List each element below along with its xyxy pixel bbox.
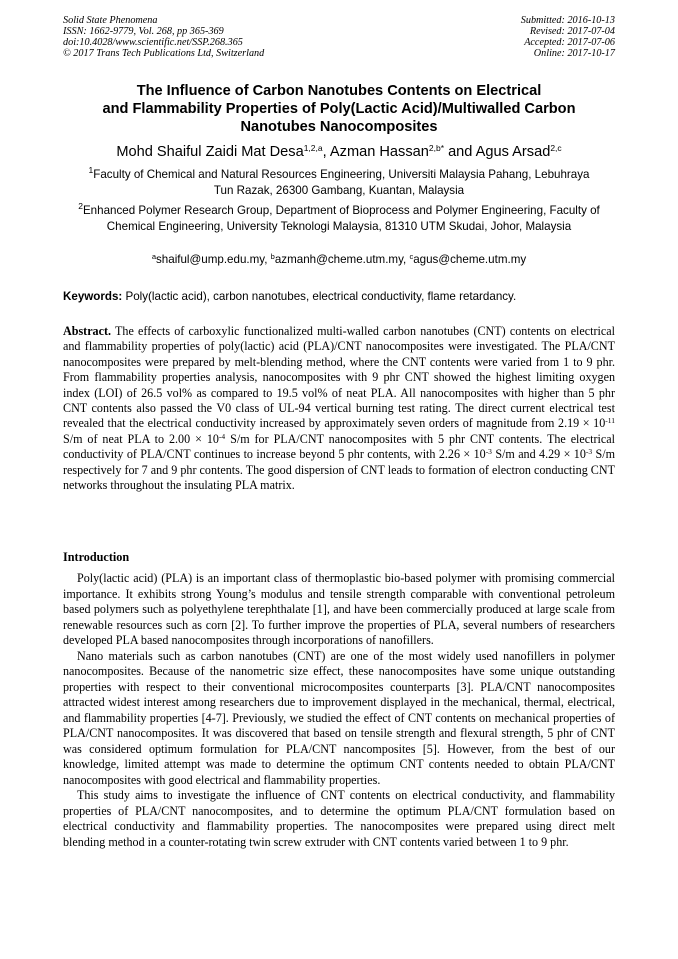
- date-revised: Revised: 2017-07-04: [529, 26, 615, 37]
- introduction-body: [63, 571, 615, 850]
- abstract-text: S/m respectively for 7 and 9 phr contents. The good dispersion of CNT leads to formation of electron conducting CNT networks throughout the insulating PLA matrix.: [63, 447, 615, 493]
- keywords-label: Keywords:: [63, 290, 123, 303]
- author-separator: ,: [322, 144, 330, 160]
- date-online: Online: 2017-10-17: [533, 48, 615, 59]
- author-emails: [63, 253, 615, 267]
- email: azmanh@cheme.utm.my,: [274, 253, 410, 266]
- email: shaiful@ump.edu.my,: [156, 253, 271, 266]
- title-line: and Flammability Properties of Poly(Lactic Acid)/Multiwalled Carbon: [102, 101, 576, 117]
- keywords: [63, 290, 615, 304]
- affiliation-marker: 2: [78, 201, 83, 211]
- journal-doi: doi:10.4028/www.scientific.net/SSP.268.365: [63, 37, 243, 48]
- email-marker: c: [409, 252, 414, 261]
- journal-info: [63, 15, 264, 59]
- affiliation-text: Enhanced Polymer Research Group, Department of Bioprocess and Polymer Engineering, Faculty of Chemical Engineering, University Teknologi Malaysia, 81310 UTM Skudai, Johor, Malaysia: [82, 204, 600, 233]
- author-affiliation-marker: 2,b*: [428, 143, 445, 153]
- journal-issn: ISSN: 1662-9779, Vol. 268, pp 365-369: [63, 26, 224, 37]
- author-affiliation-marker: 1,2,a: [303, 143, 323, 153]
- exponent: -11: [605, 416, 615, 426]
- affiliation-marker: 1: [88, 165, 94, 175]
- author-list: [63, 144, 615, 160]
- title-line: The Influence of Carbon Nanotubes Contents on Electrical: [136, 83, 542, 99]
- abstract-text: S/m and 4.29 × 10: [491, 447, 586, 462]
- abstract-text: The effects of carboxylic functionalized multi-walled carbon nanotubes (CNT) contents on electrical and flammability properties of poly(lactic) acid (PLA)/CNT nanocomposites were investigated. The PLA/CNT nanocomposites were prepared by melt-blending method, where the CNT contents were varied from 1 to 9 phr. From flammability properties analysis, nanocomposites with 9 phr CNT showed the highest limiting oxygen index (LOI) of 26.5 vol% as compared to 19.5 vol% of neat PLA. All nanocomposites with higher than 5 phr CNT contents also passed the V0 class of UL-94 vertical burning test rating. The direct current electrical test revealed that the electrical conductivity increased by approximately seven orders of magnitude from 2.19 × 10: [63, 324, 615, 431]
- affiliation-text: Faculty of Chemical and Natural Resources Engineering, Universiti Malaysia Pahang, Lebuhraya Tun Razak, 26300 Gambang, Kuantan, Malaysia: [93, 168, 590, 197]
- author-affiliation-marker: 2,c: [550, 143, 562, 153]
- exponent: -3: [485, 447, 492, 457]
- section-heading: Introduction: [63, 550, 130, 564]
- keywords-text: Poly(lactic acid), carbon nanotubes, electrical conductivity, flame retardancy.: [122, 290, 517, 303]
- paragraph: Poly(lactic acid) (PLA) is an important class of thermoplastic bio-based polymer with promising commercial importance. It exhibits strong Young’s modulus and tensile strength comparable with conventional petroleum based polymers such as polyethylene terephthalate [1], and have been commercially produced at large scale from renewable resources such as corn [2]. To further improve the properties of PLA, several numbers of researchers developed PLA based nanocomposites through incorporations of nanofillers.: [63, 571, 615, 647]
- email: agus@cheme.utm.my: [413, 253, 527, 266]
- author-name: Agus Arsad: [475, 144, 551, 160]
- author-name: Mohd Shaiful Zaidi Mat Desa: [116, 144, 304, 160]
- affiliation-1: [63, 167, 615, 198]
- affiliation-2: [63, 203, 615, 234]
- title-line: Nanotubes Nanocomposites: [240, 119, 438, 135]
- exponent: -3: [585, 447, 593, 457]
- paragraph: This study aims to investigate the influence of CNT contents on electrical conductivity, and flammability properties of PLA/CNT nanocomposites, and to determine the optimum PLA/CNT formulation based on electrical conductivity and flammability properties. The nanocomposites were prepared using direct melt blending method in a counter-rotating twin screw extruder with CNT contents varied between 1 to 9 phr.: [63, 788, 615, 849]
- journal-copyright: © 2017 Trans Tech Publications Ltd, Switzerland: [63, 48, 265, 59]
- journal-name: Solid State Phenomena: [63, 15, 158, 26]
- paragraph: Nano materials such as carbon nanotubes (CNT) are one of the most widely used nanofillers in polymer nanocomposites. Because of the nanometric size effect, these nanocomposites have some unique outstanding properties with respect to their conventional microcomposites counterparts [3]. PLA/CNT nanocomposites attracted widest interest among researchers due to improvement displayed in the mechanical, thermal, electrical, and flammability properties [4-7]. Previously, we studied the effect of CNT contents on mechanical properties of PLA/CNT nanocomposites. It was discovered that based on tensile strength and flexural strength, 5 phr of CNT was considered optimum formulation for PLA/CNT nancomposites [5]. However, from the best of our knowledge, limited attempt was made to determine the optimum CNT contents needed to obtain PLA/CNT nanocomposites with good electrical and flammability properties.: [63, 648, 615, 787]
- author-separator: and: [444, 144, 476, 160]
- abstract-text: S/m of neat PLA to 2.00 × 10: [63, 431, 219, 446]
- abstract: [63, 324, 615, 493]
- email-marker: b: [270, 252, 275, 261]
- author-name: Azman Hassan: [329, 144, 429, 160]
- date-submitted: Submitted: 2016-10-13: [520, 15, 615, 26]
- abstract-text: S/m for PLA/CNT nanocomposites with 5 phr CNT contents. The electrical conductivity of PLA/CNT continues to increase beyond 5 phr contents, with 2.26 × 10: [63, 431, 615, 462]
- publication-dates: [521, 15, 615, 59]
- exponent: -4: [218, 431, 226, 441]
- paper-title: [63, 82, 615, 136]
- date-accepted: Accepted: 2017-07-06: [524, 37, 615, 48]
- email-marker: a: [151, 252, 156, 261]
- abstract-label: Abstract.: [63, 324, 112, 338]
